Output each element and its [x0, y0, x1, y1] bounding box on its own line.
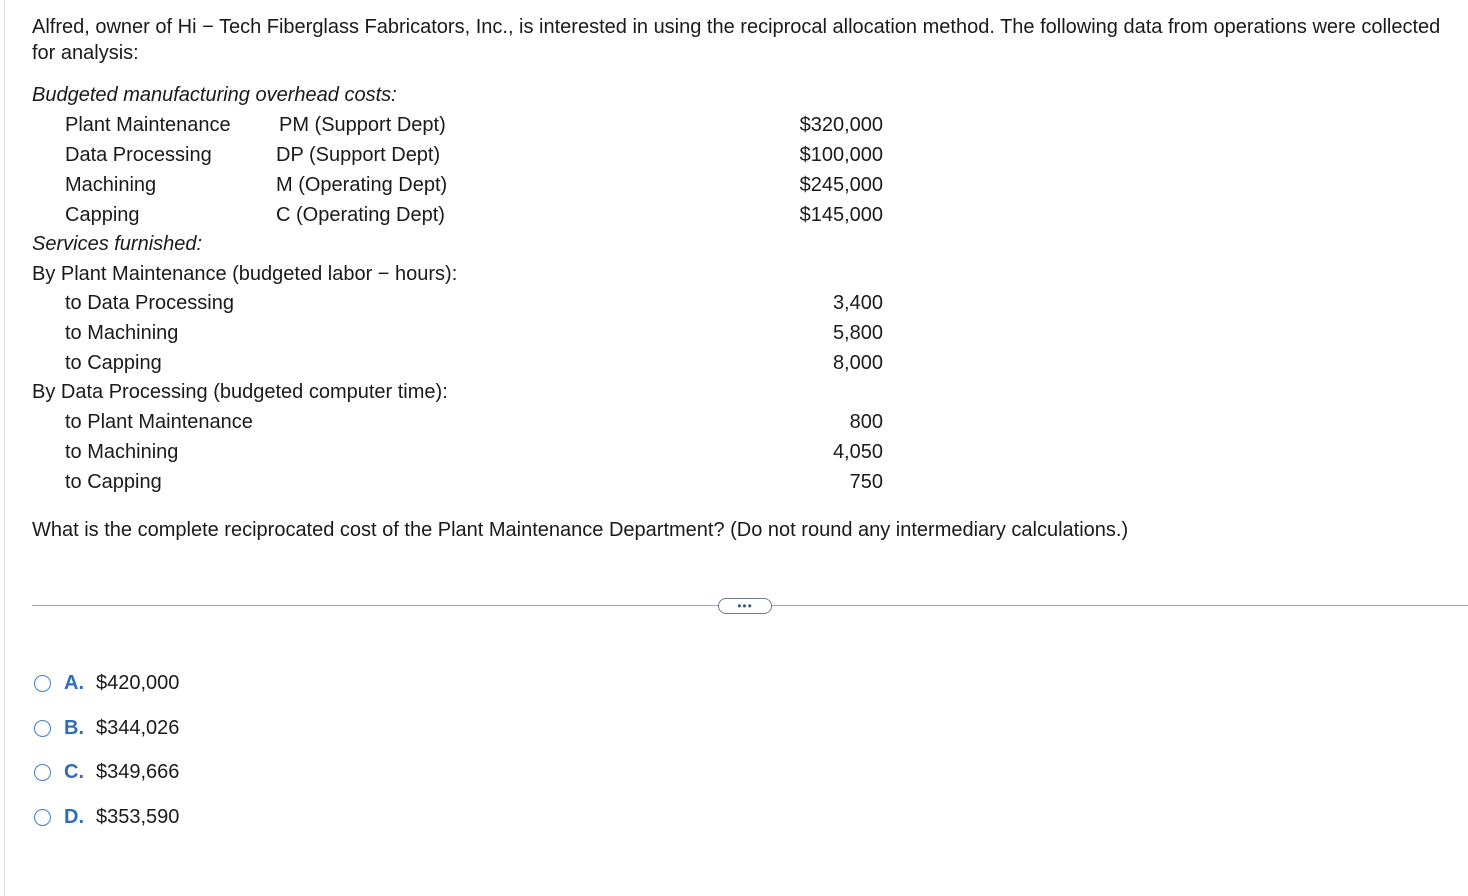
dept-name-dp: Data Processing: [65, 144, 212, 166]
dp-service-label: to Capping: [65, 471, 162, 493]
dept-type-c: C (Operating Dept): [276, 204, 445, 226]
dp-service-label: to Machining: [65, 441, 179, 463]
option-letter: C.: [64, 760, 84, 783]
pm-service-label: to Machining: [65, 322, 179, 344]
pm-service-label: to Capping: [65, 352, 162, 374]
dept-type-pm: PM (Support Dept): [279, 114, 446, 136]
radio-button[interactable]: [34, 675, 51, 692]
option-value: $420,000: [96, 671, 180, 694]
more-options-button[interactable]: [718, 598, 772, 614]
dept-name-m: Machining: [65, 174, 157, 196]
dept-type-dp: DP (Support Dept): [276, 144, 441, 166]
answer-option-c[interactable]: [34, 759, 179, 785]
pm-service-label: to Data Processing: [65, 292, 234, 314]
option-value: $353,590: [96, 805, 180, 828]
dp-service-value: 750: [849, 471, 883, 493]
answer-option-a[interactable]: [34, 670, 179, 696]
radio-button[interactable]: [34, 809, 51, 826]
services-heading: Services furnished:: [32, 233, 203, 255]
dept-type-m: M (Operating Dept): [276, 174, 448, 196]
dept-amount-pm: $320,000: [799, 114, 883, 136]
ellipsis-icon: •••: [737, 599, 753, 613]
dept-amount-c: $145,000: [799, 204, 883, 226]
dept-amount-m: $245,000: [799, 174, 883, 196]
pm-services-heading: By Plant Maintenance (budgeted labor − hours):: [32, 263, 458, 285]
answer-option-d[interactable]: [34, 804, 179, 830]
option-letter: D.: [64, 805, 84, 828]
left-border: [4, 0, 5, 896]
radio-button[interactable]: [34, 720, 51, 737]
budget-heading: Budgeted manufacturing overhead costs:: [32, 84, 397, 106]
option-letter: A.: [64, 671, 84, 694]
pm-service-value: 3,400: [832, 292, 883, 314]
dept-name-c: Capping: [65, 204, 140, 226]
radio-button[interactable]: [34, 764, 51, 781]
question-intro: Alfred, owner of Hi − Tech Fiberglass Fabricators, Inc., is interested in using the reciprocal allocation method. The following data from operations were collected for analysis:: [32, 16, 1441, 64]
option-value: $349,666: [96, 760, 180, 783]
dp-service-label: to Plant Maintenance: [65, 411, 253, 433]
dp-service-value: 800: [849, 411, 883, 433]
dp-services-heading: By Data Processing (budgeted computer time):: [32, 381, 448, 403]
answer-option-b[interactable]: [34, 715, 179, 741]
question-prompt: What is the complete reciprocated cost of the Plant Maintenance Department? (Do not round any intermediary calculations.): [32, 519, 1129, 541]
dept-amount-dp: $100,000: [799, 144, 883, 166]
pm-service-value: 5,800: [832, 322, 883, 344]
option-value: $344,026: [96, 716, 180, 739]
dept-name-pm: Plant Maintenance: [65, 114, 231, 136]
pm-service-value: 8,000: [832, 352, 883, 374]
option-letter: B.: [64, 716, 84, 739]
dp-service-value: 4,050: [832, 441, 883, 463]
